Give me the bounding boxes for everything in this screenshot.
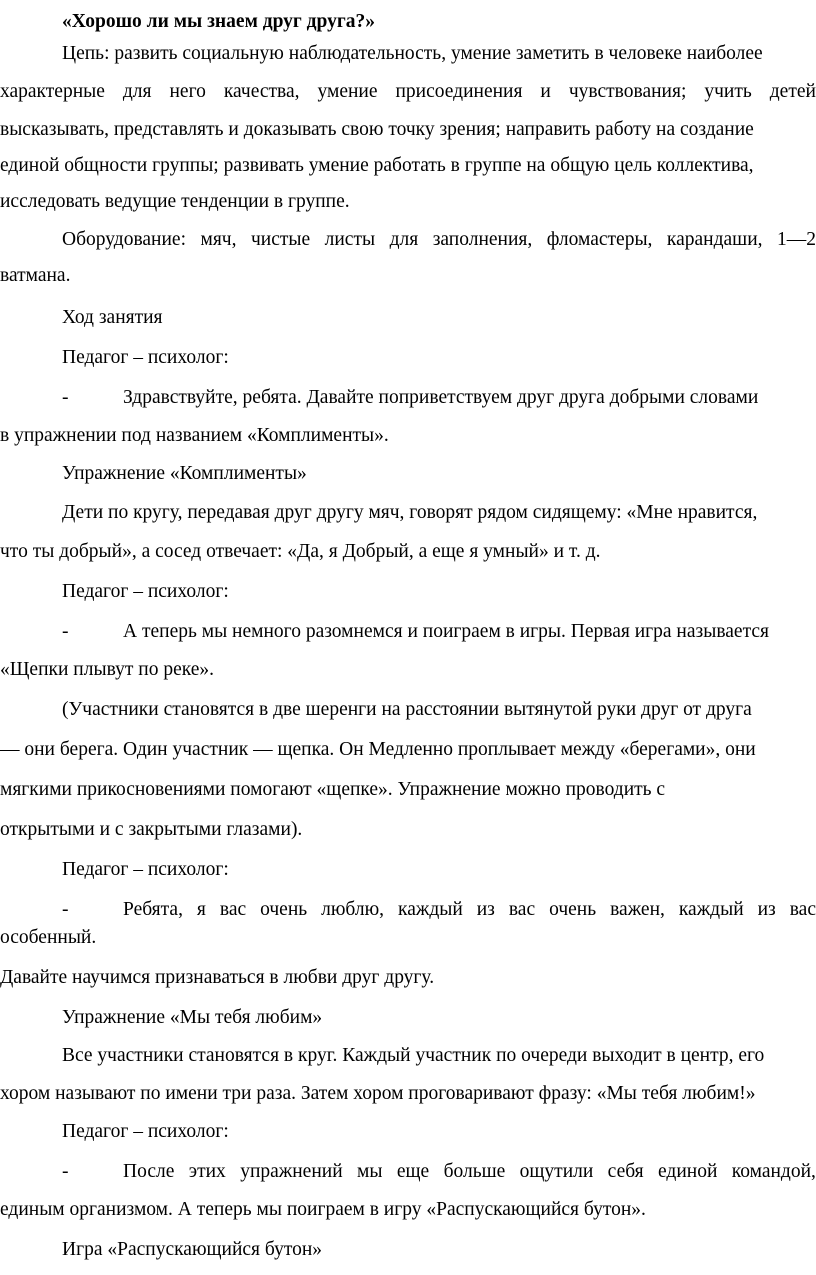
speaker-label: Педагог – психолог: bbox=[62, 581, 229, 602]
word: упражнений bbox=[240, 1161, 343, 1182]
word: каждый bbox=[398, 899, 463, 920]
play-line-1: А теперь мы немного разомнемся и поиграем в игры. Первая игра называется bbox=[123, 621, 769, 642]
word: командой, bbox=[731, 1161, 816, 1182]
exercise-compliments-desc-2: что ты добрый», а сосед отвечает: «Да, я Добрый, а еще я умный» и т. д. bbox=[0, 541, 601, 562]
word: каждый bbox=[678, 899, 744, 920]
equipment-line-2: ватмана. bbox=[0, 265, 71, 286]
word: еще bbox=[396, 1161, 430, 1182]
word: мы bbox=[357, 1161, 383, 1182]
speaker-label: Педагог – психолог: bbox=[62, 1121, 229, 1142]
word: чувствования; bbox=[568, 81, 687, 102]
love-line-2: особенный. bbox=[0, 927, 97, 948]
word: важен, bbox=[610, 899, 665, 920]
word: для bbox=[122, 81, 152, 102]
word: карандаши, bbox=[666, 229, 763, 250]
dash-marker: - bbox=[62, 621, 69, 642]
word: учить bbox=[704, 81, 752, 102]
speaker-label: Педагог – психолог: bbox=[62, 347, 229, 368]
greeting-line-2: в упражнении под названием «Комплименты». bbox=[0, 425, 389, 446]
word: чистые bbox=[250, 229, 311, 250]
word: вас bbox=[789, 899, 816, 920]
word: мяч, bbox=[200, 229, 237, 250]
game-bud-title: Игра «Распускающийся бутон» bbox=[62, 1239, 323, 1260]
dash-marker: - bbox=[62, 899, 69, 920]
goal-line-5: исследовать ведущие тенденции в группе. bbox=[0, 191, 350, 212]
dash-marker: - bbox=[62, 1161, 69, 1182]
goal-line-1: Цепь: развить социальную наблюдательность, умение заметить в человеке наиболее bbox=[62, 43, 763, 64]
word: и bbox=[540, 81, 551, 102]
exercise-love-desc-1: Все участники становятся в круг. Каждый участник по очереди выходит в центр, его bbox=[62, 1045, 765, 1066]
word: этих bbox=[188, 1161, 226, 1182]
love-line-3: Давайте научимся признаваться в любви друг другу. bbox=[0, 967, 435, 988]
word: 1—2 bbox=[776, 229, 816, 250]
exercise-compliments-desc-1: Дети по кругу, передавая друг другу мяч, говорят рядом сидящему: «Мне нравится, bbox=[62, 502, 758, 523]
exercise-love-desc-2: хором называют по имени три раза. Затем хором проговаривают фразу: «Мы тебя любим!» bbox=[0, 1083, 756, 1104]
exercise-compliments-title: Упражнение «Комплименты» bbox=[62, 463, 307, 484]
word: я bbox=[196, 899, 206, 920]
speaker-label: Педагог – психолог: bbox=[62, 859, 229, 880]
greeting-line-1: Здравствуйте, ребята. Давайте поприветствуем друг друга добрыми словами bbox=[123, 387, 759, 408]
word: люблю, bbox=[321, 899, 385, 920]
exercise-love-title: Упражнение «Мы тебя любим» bbox=[62, 1007, 323, 1028]
word: Оборудование: bbox=[62, 229, 186, 250]
word: из bbox=[757, 899, 776, 920]
word: больше bbox=[443, 1161, 506, 1182]
goal-line-4: единой общности группы; развивать умение работать в группе на общую цель коллектива, bbox=[0, 155, 754, 176]
goal-line-3: высказывать, представлять и доказывать свою точку зрения; направить работу на создание bbox=[0, 119, 754, 140]
word: присоединения bbox=[395, 81, 523, 102]
chips-line-1: (Участники становятся в две шеренги на расстоянии вытянутой руки друг от друга bbox=[62, 699, 752, 720]
course-heading: Ход занятия bbox=[62, 307, 163, 328]
word: него bbox=[169, 81, 206, 102]
play-line-2: «Щепки плывут по реке». bbox=[0, 659, 214, 680]
word: единой bbox=[658, 1161, 718, 1182]
word: очень bbox=[549, 899, 597, 920]
word: вас bbox=[219, 899, 247, 920]
word: листы bbox=[324, 229, 376, 250]
word: качества, bbox=[223, 81, 300, 102]
chips-line-2: — они берега. Один участник — щепка. Он Медленно проплывает между «берегами», они bbox=[0, 739, 756, 760]
chips-line-4: открытыми и с закрытыми глазами). bbox=[0, 819, 303, 840]
word: для bbox=[389, 229, 419, 250]
chips-line-3: мягкими прикосновениями помогают «щепке». Упражнение можно проводить с bbox=[0, 779, 666, 800]
document-title: «Хорошо ли мы знаем друг друга?» bbox=[62, 11, 375, 32]
word: из bbox=[476, 899, 495, 920]
word: ощутили bbox=[519, 1161, 594, 1182]
team-line-2: единым организмом. А теперь мы поиграем в игру «Распускающийся бутон». bbox=[0, 1199, 646, 1220]
word: очень bbox=[260, 899, 308, 920]
word: себя bbox=[607, 1161, 644, 1182]
word: После bbox=[123, 1161, 175, 1182]
word: фломастеры, bbox=[546, 229, 653, 250]
word: вас bbox=[508, 899, 536, 920]
dash-marker: - bbox=[62, 387, 69, 408]
equipment-line-1 bbox=[62, 228, 816, 252]
word: характерные bbox=[0, 81, 105, 102]
word: умение bbox=[317, 81, 378, 102]
word: заполнения, bbox=[432, 229, 533, 250]
word: Ребята, bbox=[123, 899, 183, 920]
love-line-1 bbox=[123, 898, 816, 922]
goal-line-2 bbox=[0, 80, 816, 104]
word: детей bbox=[769, 81, 816, 102]
team-line-1 bbox=[123, 1160, 816, 1184]
